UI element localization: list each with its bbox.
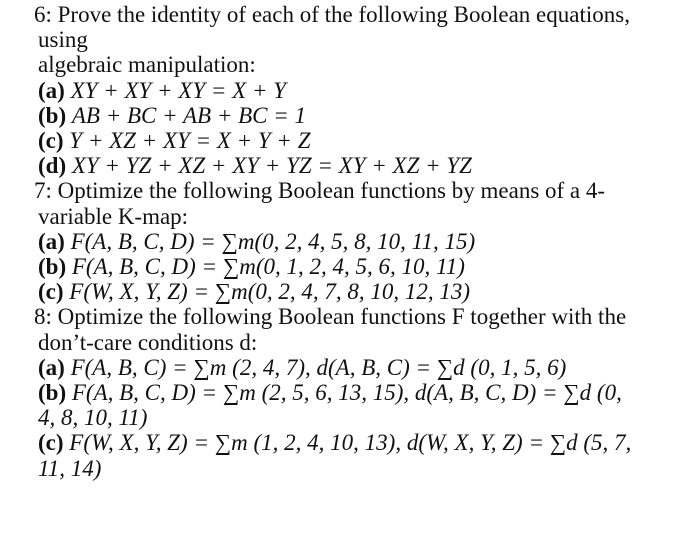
problem-7-heading-line-1: 7: Optimize the following Boolean functions by means of a 4-	[34, 178, 606, 204]
part-label: (a)	[38, 77, 65, 103]
equation: Y + XZ + XY = X + Y + Z	[69, 128, 311, 154]
problem-6-heading-line-1: 6: Prove the identity of each of the following Boolean equations,	[34, 2, 630, 27]
function: F(A, B, C) = ∑m (2, 4, 7), d(A, B, C) = ∑d (0, 1, 5, 6)	[70, 354, 567, 380]
problem-7	[34, 178, 686, 305]
problem-8-heading-line-2: don’t-care conditions d:	[38, 329, 258, 355]
problem-8-part-c-continued	[38, 456, 686, 481]
problem-7-part-b	[38, 254, 686, 279]
problem-8-heading-line-1: 8: Optimize the following Boolean functions F together with the	[34, 304, 627, 330]
part-label: (b)	[38, 102, 67, 128]
problem-8-part-a	[38, 355, 686, 380]
problem-8	[34, 304, 686, 481]
function: F(W, X, Y, Z) = ∑m (1, 2, 4, 10, 13), d(W, X, Y, Z) = ∑d (5, 7,	[69, 430, 632, 456]
part-label: (c)	[38, 279, 64, 305]
part-label: (a)	[38, 228, 65, 254]
problem-6-heading-line-2: using	[38, 27, 88, 53]
function: F(A, B, C, D) = ∑m(0, 2, 4, 5, 8, 10, 11, 15)	[70, 228, 476, 254]
part-label: (c)	[38, 430, 64, 456]
equation: XY + XY + XY = X + Y	[70, 77, 287, 103]
function: F(A, B, C, D) = ∑m (2, 5, 6, 13, 15), d(A, B, C, D) = ∑d (0,	[71, 380, 622, 406]
problem-8-part-b-continued	[38, 405, 686, 430]
problem-6-part-c	[38, 128, 686, 153]
equation: XY + YZ + XZ + XY + YZ = XY + XZ + YZ	[71, 153, 472, 179]
problem-6-part-a	[38, 78, 686, 103]
problem-7-part-a	[38, 229, 686, 254]
problem-7-part-c	[38, 279, 686, 304]
problem-8-part-c	[38, 430, 686, 455]
function: F(W, X, Y, Z) = ∑m(0, 2, 4, 7, 8, 10, 12, 13)	[69, 279, 471, 305]
part-label: (d)	[38, 153, 67, 179]
part-label: (b)	[38, 380, 67, 406]
problem-6-part-d	[38, 153, 686, 178]
problem-6	[34, 2, 686, 179]
part-label: (c)	[38, 128, 64, 154]
problem-8-part-b	[38, 380, 686, 405]
problem-6-part-b	[38, 103, 686, 128]
function-continuation: 11, 14)	[38, 455, 102, 481]
part-label: (a)	[38, 354, 65, 380]
function-continuation: 4, 8, 10, 11)	[38, 405, 148, 431]
function: F(A, B, C, D) = ∑m(0, 1, 2, 4, 5, 6, 10, 11)	[71, 254, 465, 280]
equation: AB + BC + AB + BC = 1	[71, 102, 307, 128]
problem-6-heading-line-3: algebraic manipulation:	[38, 52, 256, 78]
part-label: (b)	[38, 254, 67, 280]
problem-7-heading-line-2: variable K-map:	[38, 203, 189, 229]
